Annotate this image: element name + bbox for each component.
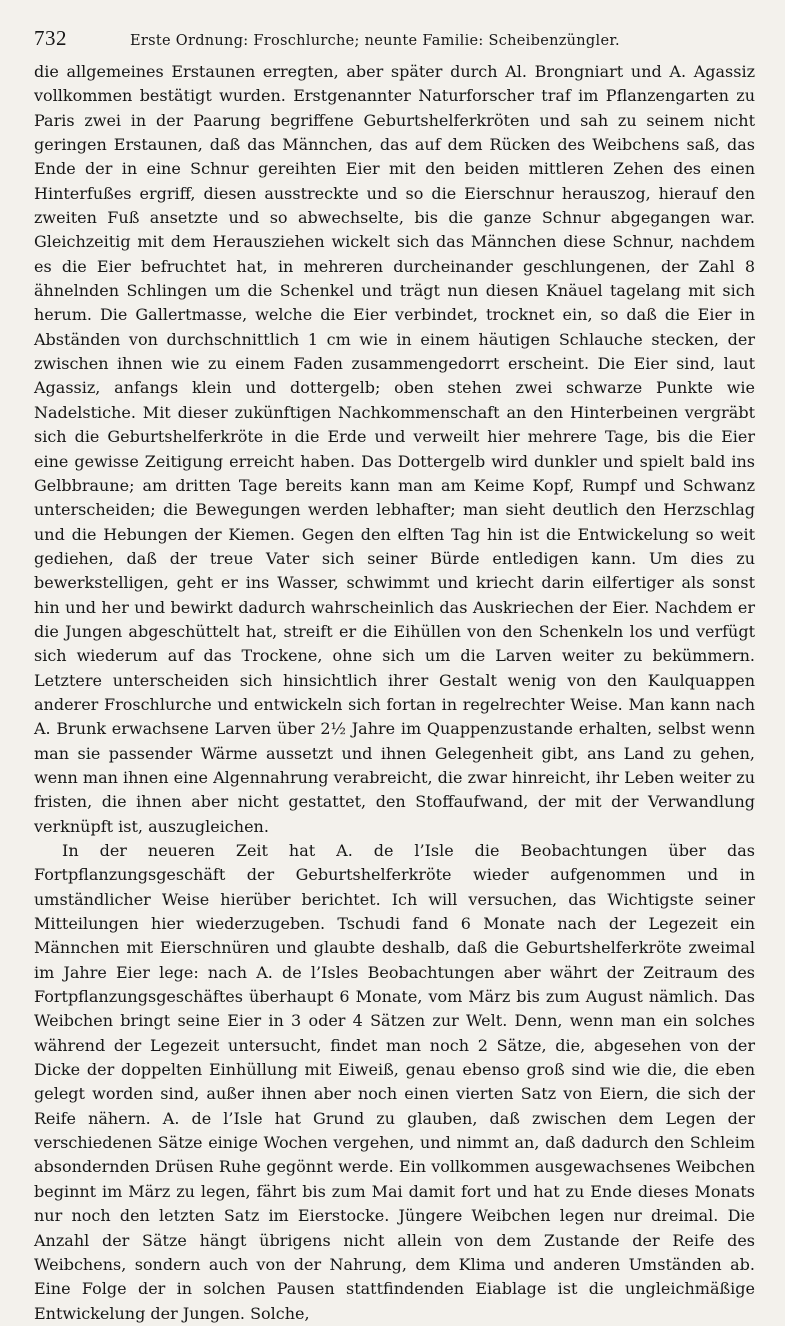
paragraph-2: In der neueren Zeit hat A. de l’Isle die Beobachtungen über das Fortpflanzungsgeschäft der Geburtshelferkröte wieder aufgenommen und in umständlicher Weise hierüber berichtet. Ich will versuchen, das Wichtigste seiner Mitteilungen hier wiederzugeben. Tschudi fand 6 Monate nach der Legezeit ein Männchen mit Eierschnüren und glaubte deshalb, daß die Geburtshelferkröte zweimal im Jahre Eier lege: nach A. de l’Isles Beobachtungen aber währt der Zeitraum des Fortpflanzungsgeschäftes überhaupt 6 Monate, vom März bis zum August nämlich. Das Weibchen bringt seine Eier in 3 oder 4 Sätzen zur Welt. Denn, wenn man ein solches während der Legezeit untersucht, findet man noch 2 Sätze, die, abgesehen von der Dicke der doppelten Einhüllung mit Eiweiß, genau ebenso groß sind wie die, die eben gelegt worden sind, außer ihnen aber noch einen vierten Satz von Eiern, die sich der Reife nähern. A. de l’Isle hat Grund zu glauben, daß zwischen dem Legen der verschiedenen Sätze einige Wochen vergehen, und nimmt an, daß dadurch den Schleim absondernden Drüsen Ruhe gegönnt werde. Ein vollkommen ausgewachsenes Weibchen beginnt im März zu legen, fährt bis zum Mai damit fort und hat zu Ende dieses Monats nur noch den letzten Satz im Eierstocke. Jüngere Weibchen legen nur dreimal. Die Anzahl der Sätze hängt übrigens nicht allein von dem Zustande der Reife des Weibchens, sondern auch von der Nahrung, dem Klima und anderen Umständen ab. Eine Folge der in solchen Pausen stattfindenden Eiablage ist die ungleichmäßige Entwickelung der Jungen. Solche,	[34, 841, 755, 1323]
running-title: Erste Ordnung: Froschlurche; neunte Familie: Scheibenzüngler.	[130, 33, 620, 49]
page-number: 732	[34, 26, 67, 50]
body-text	[34, 60, 755, 1326]
paragraph-1: die allgemeines Erstaunen erregten, aber später durch Al. Brongniart und A. Agassiz vollkommen bestätigt wurden. Erstgenannter Naturforscher traf im Pflanzengarten zu Paris zwei in der Paarung begriffene Geburtshelferkröten und sah zu seinem nicht geringen Erstaunen, daß das Männchen, das auf dem Rücken des Weibchens saß, das Ende der in eine Schnur gereihten Eier mit den beiden mittleren Zehen des einen Hinterfußes ergriff, diesen ausstreckte und so die Eierschnur herauszog, hierauf den zweiten Fuß ansetzte und so abwechselte, bis die ganze Schnur abgegangen war. Gleichzeitig mit dem Herausziehen wickelt sich das Männchen diese Schnur, nachdem es die Eier befruchtet hat, in mehreren durcheinander geschlungenen, der Zahl 8 ähnelnden Schlingen um die Schenkel und trägt nun diesen Knäuel tagelang mit sich herum. Die Gallertmasse, welche die Eier verbindet, trocknet ein, so daß die Eier in Abständen von durchschnittlich 1 cm wie in einem häutigen Schlauche stecken, der zwischen ihnen wie zu einem Faden zusammengedorrt erscheint. Die Eier sind, laut Agassiz, anfangs klein und dottergelb; oben stehen zwei schwarze Punkte wie Nadelstiche. Mit dieser zukünftigen Nachkommenschaft an den Hinterbeinen vergräbt sich die Geburtshelferkröte in die Erde und verweilt hier mehrere Tage, bis die Eier eine gewisse Zeitigung erreicht haben. Das Dottergelb wird dunkler und spielt bald ins Gelbbraune; am dritten Tage bereits kann man am Keime Kopf, Rumpf und Schwanz unterscheiden; die Bewegungen werden lebhafter; man sieht deutlich den Herzschlag und die Hebungen der Kiemen. Gegen den elften Tag hin ist die Entwickelung so weit gediehen, daß der treue Vater sich seiner Bürde entledigen kann. Um dies zu bewerkstelligen, geht er ins Wasser, schwimmt und kriecht darin eilfertiger als sonst hin und her und bewirkt dadurch wahrscheinlich das Auskriechen der Eier. Nachdem er die Jungen abgeschüttelt hat, streift er die Eihüllen von den Schenkeln los und verfügt sich wiederum auf das Trockene, ohne sich um die Larven weiter zu bekümmern. Letztere unterscheiden sich hinsichtlich ihrer Gestalt wenig von den Kaulquappen anderer Froschlurche und entwickeln sich fortan in regelrechter Weise. Man kann nach A. Brunk erwachsene Larven über 2½ Jahre im Quappenzustande erhalten, selbst wenn man sie passender Wärme aussetzt und ihnen Gelegenheit gibt, ans Land zu gehen, wenn man ihnen eine Algennahrung verabreicht, die zwar hinreicht, ihr Leben weiter zu fristen, die ihnen aber nicht gestattet, den Stoffaufwand, der mit der Verwandlung verknüpft ist, auszugleichen.	[34, 62, 755, 836]
running-header	[34, 26, 755, 56]
